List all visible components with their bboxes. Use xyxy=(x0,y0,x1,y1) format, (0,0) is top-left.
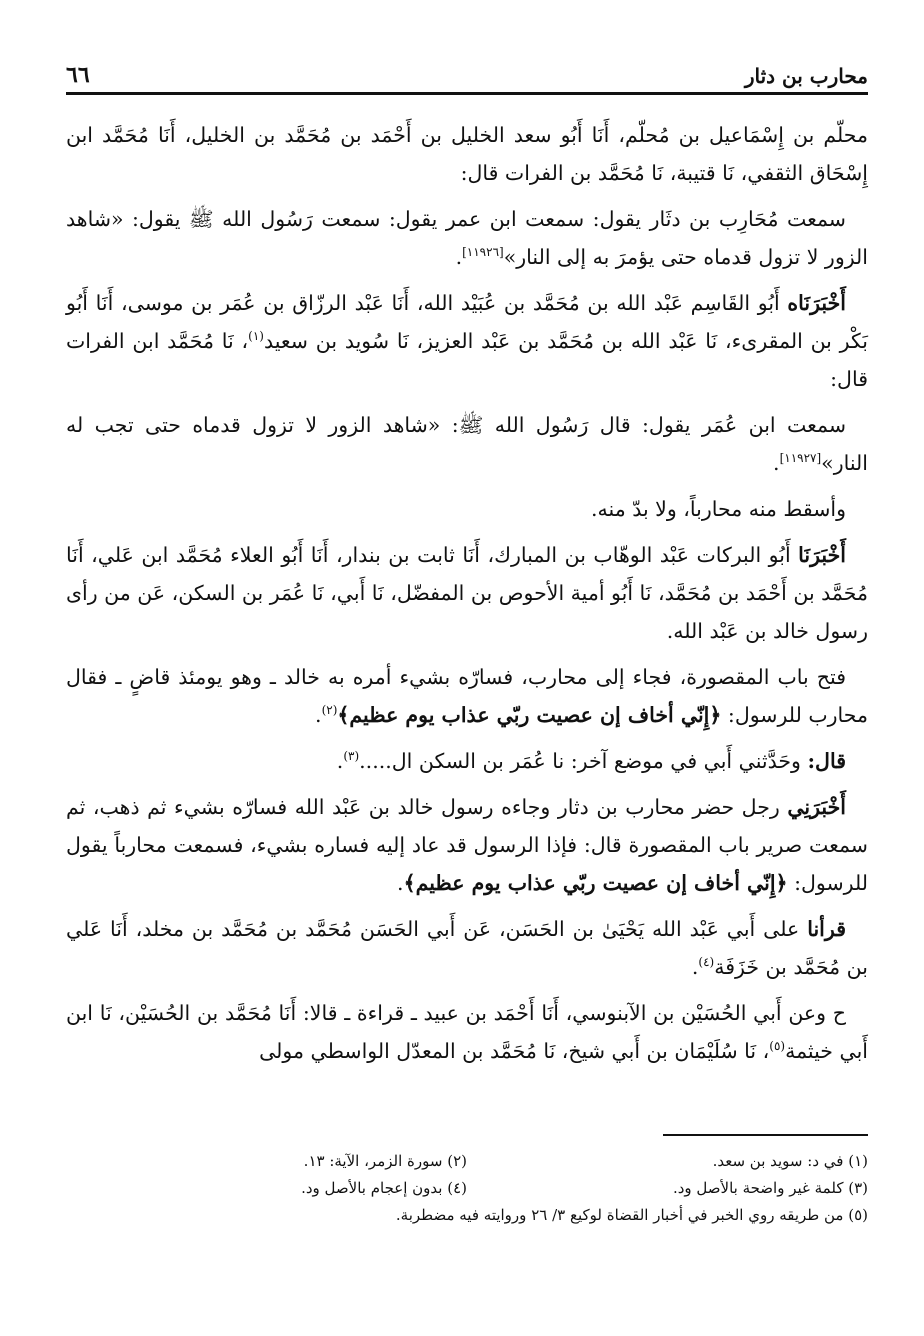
lead-word: قال: xyxy=(807,749,846,773)
paragraph-3-text: أَبُو القَاسِم عَبْد الله بن مُحَمَّد بن عُبَيْد الله، أَنَا عَبْد الرزّاق بن عُمَر بن موسى، أَنَا أَبُو بَكْر بن المقرىء، نَا عَبْد الله بن مُحَمَّد بن عَبْد العزيز، نَا سُويد بن سعيد xyxy=(66,291,868,353)
paragraph-6 xyxy=(66,536,868,650)
paragraph-2 xyxy=(66,200,868,276)
page-number: ٦٦ xyxy=(66,62,90,88)
period: . xyxy=(397,871,404,895)
paragraph-4 xyxy=(66,406,868,482)
paragraph-9 xyxy=(66,788,868,902)
footnote-row xyxy=(66,1175,868,1202)
paragraph-1-text: محلّم بن إِسْمَاعيل بن مُحلّم، أَنَا أَبُو سعد الخليل بن أَحْمَد بن مُحَمَّد بن الخليل، أَنَا مُحَمَّد ابن إِسْحَاق الثقفي، نَا قتيبة، نَا مُحَمَّد بن الفرات قال: xyxy=(66,123,868,185)
paragraph-8-text: وحَدَّثني أَبي في موضع آخر: نا عُمَر بن السكن ال..... xyxy=(359,749,801,773)
period: . xyxy=(691,955,699,979)
paragraph-10 xyxy=(66,910,868,986)
paragraph-1 xyxy=(66,116,868,192)
running-title: محارب بن دثار xyxy=(744,64,868,88)
paragraph-3 xyxy=(66,284,868,398)
footnote-2: (٢) سورة الزمر، الآية: ١٣. xyxy=(303,1152,467,1170)
paragraph-11-end: ، نَا سُلَيْمَان بن أَبي شيخ، نَا مُحَمَّد بن المعدّل الواسطي مولى xyxy=(259,1039,770,1063)
hadith-number: [١١٩٢٧] xyxy=(779,451,822,466)
paragraph-10-text: على أَبي عَبْد الله يَحْيَىٰ بن الحَسَن، عَن أَبي الحَسَن مُحَمَّد بن مُحَمَّد بن مخلد، أَنَا عَلي بن مُحَمَّد بن خَزَفَة xyxy=(66,917,868,979)
paragraph-6-text: أَبُو البركات عَبْد الوهّاب بن المبارك، أَنَا ثابت بن بندار، أَنَا أَبُو العلاء مُحَمَّد ابن عَلي، أَنَا مُحَمَّد بن أَحْمَد بن مُحَمَّد، نَا أَبُو أمية الأحوص بن المفضّل، نَا أَبي، نَا عُمَر بن السكن، عَن من رأى رسول خالد بن عَبْد الله. xyxy=(66,543,868,643)
paragraph-5 xyxy=(66,490,868,528)
footnote-marker: (٤) xyxy=(698,955,715,970)
footnote-3: (٣) كلمة غير واضحة بالأصل ود. xyxy=(672,1179,868,1197)
footnote-rule xyxy=(663,1134,868,1136)
quran-quote: ﴿إِنّي أخاف إن عصيت ربّي عذاب يوم عظيم﴾ xyxy=(403,871,788,895)
page-header xyxy=(66,58,868,95)
paragraph-11 xyxy=(66,994,868,1070)
period: . xyxy=(773,451,780,475)
footnote-marker: (٢) xyxy=(321,703,338,718)
footnote-5: (٥) من طريقه روي الخبر في أخبار القضاة لوكيع ٣/ ٢٦ وروايته فيه مضطربة. xyxy=(395,1206,868,1224)
paragraph-9-text: رجل حضر محارب بن دثار وجاءه رسول خالد بن عَبْد الله فسارّه بشيء ثم ذهب، ثم سمعت صرير باب المقصورة قال: فإذا الرسول قد عاد إليه فساره بشيء، فسمعت محارباً يقول للرسول: xyxy=(66,795,868,895)
quran-quote: ﴿إِنّي أخاف إن عصيت ربّي عذاب يوم عظيم﴾ xyxy=(337,703,722,727)
paragraph-2-text: سمعت مُحَارِب بن دثَار يقول: سمعت ابن عمر يقول: سمعت رَسُول الله ﷺ يقول: «شاهد الزور لا تزول قدماه حتى يؤمرَ به إلى النار» xyxy=(66,207,868,269)
lead-word: أَخْبَرَنَاه xyxy=(787,291,846,315)
paragraph-8 xyxy=(66,742,868,780)
paragraph-3-end: ، نَا مُحَمَّد ابن الفرات قال: xyxy=(66,329,868,391)
lead-word: أَخْبَرَنِي xyxy=(787,795,846,819)
paragraph-5-text: وأسقط منه محارباً، ولا بدّ منه. xyxy=(591,497,846,521)
hadith-number: [١١٩٢٦] xyxy=(462,245,504,260)
footnotes xyxy=(66,1148,868,1229)
paragraph-4-text: سمعت ابن عُمَر يقول: قال رَسُول الله ﷺ: «شاهد الزور لا تزول قدماه حتى تجب له النار» xyxy=(66,413,868,475)
paragraph-7-text: فتح باب المقصورة، فجاء إلى محارب، فسارّه بشيء أمره به خالد ـ وهو يومئذ قاضٍ ـ فقال محارب للرسول: xyxy=(66,665,868,727)
footnote-marker: (٥) xyxy=(769,1039,786,1054)
footnote-1: (١) في د: سويد بن سعد. xyxy=(712,1152,868,1170)
period: . xyxy=(455,245,463,269)
period: . xyxy=(315,703,322,727)
lead-word: أَخْبَرَنَا xyxy=(798,543,846,567)
footnote-marker: (١) xyxy=(248,329,264,344)
lead-word: قرأنا xyxy=(807,917,846,941)
paragraph-11-text: ح وعن أَبي الحُسَيْن بن الآبنوسي، أَنَا أَحْمَد بن عبيد ـ قراءة ـ قالا: أَنَا مُحَمَّد بن الحُسَيْن، نَا ابن أَبي خيثمة xyxy=(66,1001,868,1063)
footnote-4: (٤) بدون إعجام بالأصل ود. xyxy=(301,1179,467,1197)
paragraph-7 xyxy=(66,658,868,734)
footnote-marker: (٣) xyxy=(343,749,360,764)
footnote-row xyxy=(66,1148,868,1175)
body-text xyxy=(66,116,868,1078)
period: . xyxy=(336,749,344,773)
footnote-row xyxy=(66,1202,868,1229)
